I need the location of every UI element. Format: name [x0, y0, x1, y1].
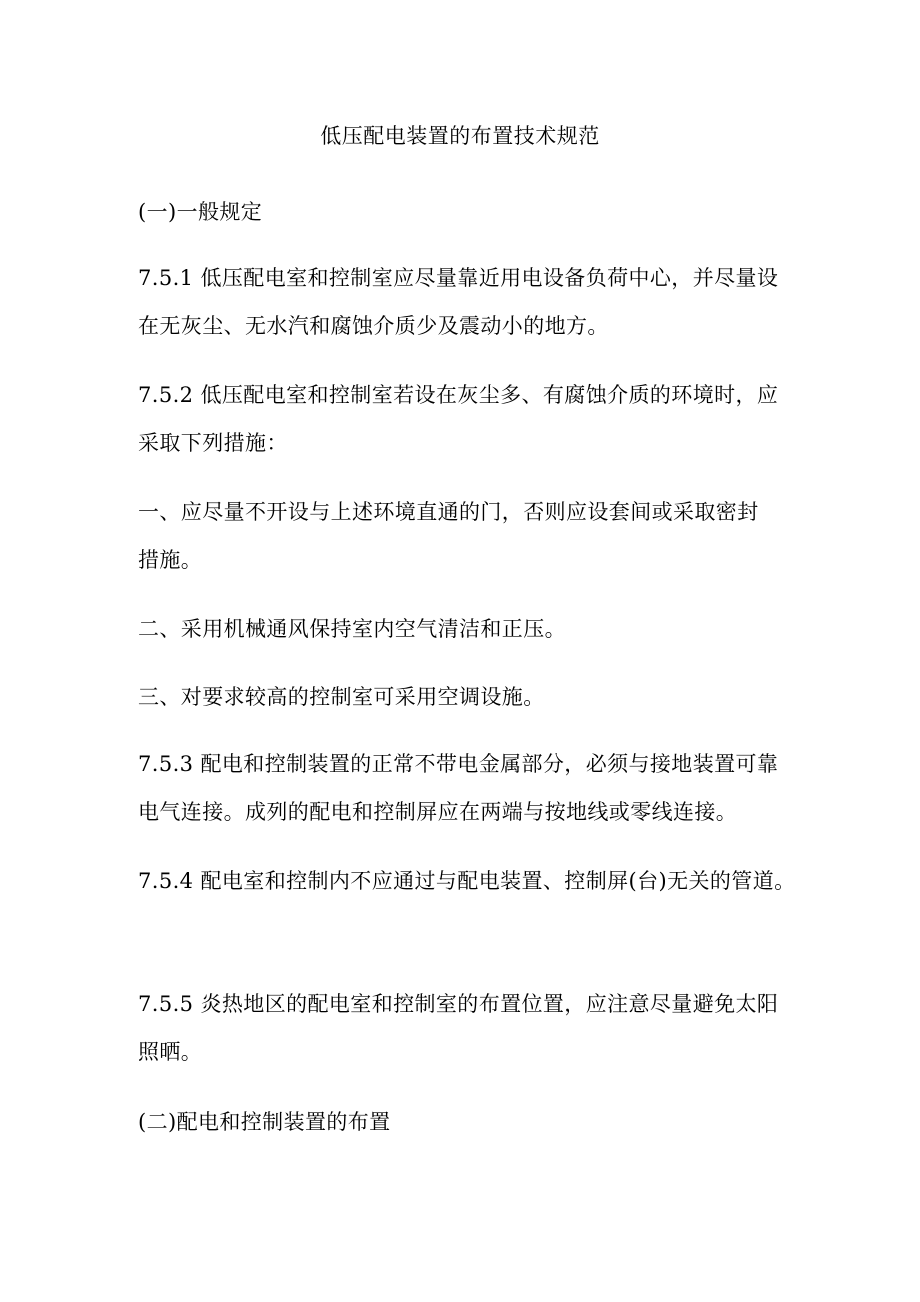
measure-item-1 — [138, 488, 788, 584]
clause-line: 7.5.4 配电室和控制内不应通过与配电装置、控制屏(台)无关的管道。 — [138, 869, 796, 893]
clause-line: 7.5.3 配电和控制装置的正常不带电金属部分，必须与接地装置可靠 — [138, 752, 779, 776]
clause-7-5-1 — [138, 254, 788, 350]
document-title: 低压配电装置的布置技术规范 — [320, 124, 600, 148]
clause-7-5-2 — [138, 371, 788, 467]
clause-7-5-5 — [138, 980, 788, 1076]
measure-line: 一、应尽量不开设与上述环境直通的门，否则应设套间或采取密封 — [138, 500, 759, 524]
clause-line: 照晒。 — [138, 1040, 203, 1064]
clause-line: 采取下列措施： — [138, 431, 288, 455]
measure-line: 三、对要求较高的控制室可采用空调设施。 — [138, 685, 545, 709]
section-heading-text: (二)配电和控制装置的布置 — [138, 1110, 391, 1134]
clause-line: 电气连接。成列的配电和控制屏应在两端与按地线或零线连接。 — [138, 800, 738, 824]
clause-line: 7.5.1 低压配电室和控制室应尽量靠近用电设备负荷中心，并尽量设 — [138, 266, 779, 290]
measure-item-2 — [138, 605, 788, 653]
clause-line: 7.5.2 低压配电室和控制室若设在灰尘多、有腐蚀介质的环境时，应 — [138, 383, 779, 407]
section-heading-layout — [138, 1098, 788, 1146]
section-heading-general — [138, 188, 788, 236]
measure-line: 措施。 — [138, 548, 203, 572]
measure-item-3 — [138, 673, 788, 721]
clause-7-5-3 — [138, 740, 788, 836]
measure-line: 二、采用机械通风保持室内空气清洁和正压。 — [138, 617, 566, 641]
clause-line: 在无灰尘、无水汽和腐蚀介质少及震动小的地方。 — [138, 314, 609, 338]
section-heading-text: (一)一般规定 — [138, 200, 263, 224]
clause-line: 7.5.5 炎热地区的配电室和控制室的布置位置，应注意尽量避免太阳 — [138, 992, 779, 1016]
clause-7-5-4 — [138, 857, 796, 905]
